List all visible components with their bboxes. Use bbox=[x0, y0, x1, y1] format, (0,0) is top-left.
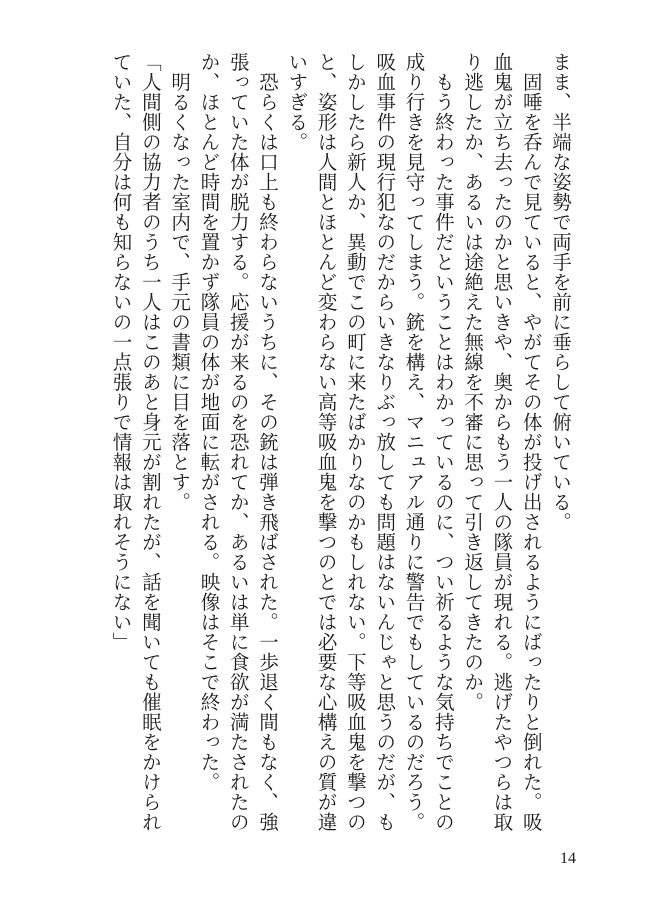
text-line: 成り行きを見守ってしまう。銃を構え、マニュアル通りに警告でもしているのだろう。 bbox=[402, 52, 426, 832]
text-line: 吸血事件の現行犯なのだからいきなりぶっ放しても問題はないんじゃと思うのだが、も bbox=[373, 52, 397, 832]
text-line: と、姿形は人間とほとんど変わらない高等吸血鬼を撃つのとでは必要な心構えの質が違 bbox=[314, 52, 338, 832]
text-line: もう終わった事件だということはわかっているのに、つい祈るような気持ちでことの bbox=[431, 52, 455, 832]
text-line: ていた、自分は何も知らないの一点張りで情報は取れそうにない」 bbox=[109, 52, 133, 652]
text-line: いすぎる。 bbox=[285, 52, 309, 152]
text-line: 「人間側の協力者のうち一人はこのあと身元が割れたが、話を聞いても催眠をかけられ bbox=[138, 52, 162, 832]
text-line: り逃したか、あるいは途絶えた無線を不審に思って引き返してきたのか。 bbox=[461, 52, 485, 712]
text-line: しかしたら新人か、異動でこの町に来たばかりなのかもしれない。下等吸血鬼を撃つの bbox=[343, 52, 367, 832]
vertical-text-body bbox=[75, 52, 575, 842]
text-line: 恐らくは口上も終わらないうちに、その銃は弾き飛ばされた。一歩退く間もなく、強 bbox=[256, 52, 280, 832]
text-line: 血鬼が立ち去ったのかと思いきや、奥からもう一人の隊員が現れる。逃げたやつらは取 bbox=[490, 52, 514, 832]
text-line: 固唾を呑んで見ていると、やがてその体が投げ出されるようにばったりと倒れた。吸 bbox=[519, 52, 543, 832]
text-line: 張っていた体が脱力する。応援が来るのを恐れてか、あるいは単に食欲が満たされたの bbox=[226, 52, 250, 832]
text-line: まま、半端な姿勢で両手を前に垂らして俯いている。 bbox=[549, 52, 572, 532]
text-line: か、ほとんど時間を置かず隊員の体が地面に転がされる。映像はそこで終わった。 bbox=[197, 52, 221, 792]
text-line: 明るくなった室内で、手元の書類に目を落とす。 bbox=[168, 52, 192, 512]
page-number: 14 bbox=[560, 850, 576, 867]
